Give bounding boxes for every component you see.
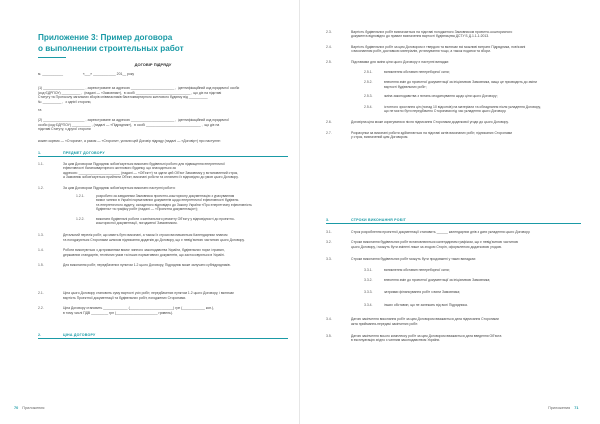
clause-line: Строки виконання будівельних робіт встановлюються календарним графіком, що є невід'ємною частиною: [351, 240, 519, 245]
clause-number: 1.1.: [38, 162, 44, 166]
clause-text: [351, 257, 581, 261]
clause-line: а Замовник зобов'язується прийняти Об'єкт, виконані роботи та оплатити їх відповідно до умов цього Договору.: [63, 175, 239, 180]
party-line: підставі Статуту, з другої сторони: [38, 127, 91, 131]
party-line: (1) ______________________ , зареєстроване за адресою _______________________ , ідентифікаційний код юридичної особи: [38, 86, 240, 90]
clause-number: 2.5.2.: [364, 80, 373, 85]
clause-line: адресою: ______________________ (надалі — «Об'єкт») та здати цей Об'єкт Замовнику у встановлений строк,: [63, 170, 239, 175]
clause-text: [351, 131, 581, 140]
clause-text: [351, 30, 581, 39]
clause-line: Розрахунки за виконані роботи здійснюються на підставі актів виконаних робіт, підписаних Сторонами: [351, 130, 513, 135]
clause-line: виникнення обставин непереборної сили;: [384, 70, 450, 74]
clause-line: цього Договору, і можуть бути змінені лише за згодою Сторін, оформленою додатковою угодою.: [351, 244, 503, 249]
clause-line: у строк, визначений цим Договором.: [351, 135, 409, 140]
clause-line: в експлуатацію згідно з чинним законодавством України.: [351, 338, 441, 343]
clause-text: [96, 194, 288, 212]
section-2-rule: [38, 338, 288, 339]
clause-line: Детальний перелік робіт, що мають бути виконані, а також їх строки визначаються Календарним планом: [63, 233, 228, 238]
title-line-2: о выполнении строительных работ: [38, 43, 184, 53]
clause-number: 2.5.: [326, 59, 332, 64]
clause-text: [351, 230, 581, 234]
clause-number: 2.6.: [326, 120, 332, 125]
page-title: [38, 33, 288, 54]
clause-line: вартість Проектної документації та будівельних робіт, погоджених Сторонами.: [63, 295, 187, 300]
clause-text: [63, 186, 288, 190]
clause-number: 1.2.1.: [76, 194, 85, 198]
right-page: [300, 0, 600, 424]
clause-number: 2.5.3.: [364, 94, 373, 99]
clause-text: [63, 291, 288, 300]
contract-place-date: м. ___________ «___» ____________ 201__ року: [38, 72, 135, 76]
party-line: (код ЄДРПОУ) __________ , (надалі — «Замовник»), в особі _____________________________ , що діє на підставі: [38, 91, 222, 95]
clause-line: Підставами для зміни ціни цього Договору є наступні випадки:: [351, 59, 450, 64]
clause-line: Строки виконання будівельних робіт можуть бути продовжені у таких випадках:: [351, 257, 477, 262]
clause-line: будівель» та графіку робіт (надалі — «Проектна документація»);: [96, 207, 198, 212]
page-number: 71: [574, 406, 579, 410]
party-line: Статуту та Протоколу загальних зборів співвласників багатоквартирного житлового будинку від __________: [38, 95, 208, 99]
clause-text: [384, 80, 581, 89]
clause-text: [351, 317, 581, 326]
clause-number: 3.2.: [326, 240, 332, 245]
clause-number: 1.2.2.: [76, 216, 85, 221]
section-number: 1.: [38, 151, 42, 155]
clause-number: 2.1.: [38, 291, 44, 296]
footer-right: [548, 406, 578, 410]
clause-line: з виконанням робіт, доставкою матеріалів, устаткування тощо, а також податки та збори.: [351, 49, 491, 54]
clause-number: 2.4.: [326, 44, 332, 49]
clause-line: зміна законодавства з питань оподаткування щодо ціни цього Договору;: [384, 94, 498, 99]
clause-line: державних стандартів, технічних умов та інших нормативних документів, що застосовуються в Україні.: [63, 252, 225, 257]
clause-line: акта приймання-передачі закінчених робіт.: [351, 321, 419, 326]
clause-number: 1.5.: [38, 263, 44, 267]
clause-number: 2.3.: [326, 30, 332, 34]
clause-line: Строк розроблення проектної документації становить ______ календарних днів з дати укладення цього Договору.: [351, 230, 531, 234]
party-line: особи (код ЄДРПОУ) __________ , (надалі — «Підрядник»), в особі _____________________________ , що діє на: [38, 123, 220, 127]
section-number: 3.: [326, 218, 330, 222]
clause-line: затримки фінансування робіт з вини Замовника;: [384, 290, 461, 295]
clause-number: 3.3.: [326, 257, 332, 262]
party-line: № __________ , з однієї сторони,: [38, 100, 92, 104]
clause-line: інших обставин, що не залежать від волі Підрядника.: [384, 302, 468, 307]
clause-text: [351, 45, 581, 54]
clause-text: [63, 233, 288, 242]
clause-text: [351, 60, 581, 64]
clause-number: 2.2.: [38, 306, 44, 311]
clause-line: Ціна Договору становить _____________ (_______________________) грн (____________ коп.),: [63, 306, 215, 311]
clause-number: 3.5.: [326, 334, 332, 338]
title-line-1: Приложение 3: Пример договора: [38, 33, 173, 42]
clause-text: [351, 240, 581, 249]
clause-line: Датою закінчення всього комплексу робіт за цим Договором вважається дата введення Об'єкта: [351, 334, 502, 338]
clause-number: 3.4.: [326, 317, 332, 322]
clause-line: Вартість будівельних робіт визначається на підставі погодженого Замовником проектно-кошторисного: [351, 30, 513, 34]
clause-text: [384, 70, 581, 74]
clause-line: внесення змін до проектної документації за ініціативою Замовника, якщо це призводить до зміни: [384, 80, 537, 85]
clause-number: 2.5.1.: [364, 70, 373, 74]
clause-line: внесення змін до проектної документації за ініціативою Замовника;: [384, 278, 491, 282]
clause-text: [96, 217, 288, 226]
clause-number: 3.3.4.: [364, 302, 373, 307]
section-title: ПРЕДМЕТ ДОГОВОРУ: [63, 151, 105, 155]
clause-line: Договірна ціна може коригуватися після підписання Сторонами додаткової угоди до цього Договору.: [351, 120, 509, 125]
clause-line: За цим Договором Підрядник зобов'язується виконати наступні роботи:: [63, 185, 176, 190]
contract-heading: ДОГОВІР ПІДРЯДУ: [134, 62, 172, 67]
clause-line: в тому числі ПДВ _________ грн (______________________ гривень).: [63, 310, 173, 315]
clause-line: вимог чинних в Україні нормативних документів щодо енергетичної ефективності будівель: [96, 198, 239, 203]
clause-line: кошторисної документації, погодженої Замовником.: [96, 221, 178, 225]
clause-number: 3.1.: [326, 230, 332, 234]
clause-text: [63, 248, 288, 257]
clause-number: 2.5.4.: [364, 104, 373, 109]
section-title: ЦІНА ДОГОВОРУ: [63, 333, 96, 337]
section-3-rule: [326, 223, 581, 224]
clause-line: що не могло бути передбачено Сторонами під час укладення цього Договору.: [384, 109, 507, 113]
clause-line: Датою закінчення виконання робіт за цим Договором вважається дата підписання Сторонами: [351, 317, 499, 322]
clause-line: документа відповідно до правил визначення вартості будівництва ДСТУ Б Д.1.1-1:2013.: [351, 34, 490, 39]
clause-line: Вартість будівельних робіт за цим Договором є твердою та включає всі можливі витрати Підрядника, пов'язані: [351, 44, 526, 49]
clause-number: 1.4.: [38, 248, 44, 253]
clause-line: та енергетичного аудиту, складеного відповідно до Закону України «Про енергетичну ефективність: [96, 202, 252, 207]
footer-left: [14, 406, 44, 410]
footer-label: Приложения: [548, 406, 571, 410]
clause-number: 3.3.2.: [364, 278, 373, 282]
clause-number: 3.3.1.: [364, 267, 373, 272]
clause-line: Ціна цього Договору становить суму вартості усіх робіт, передбачених пунктом 1.2 цього Договору, і включає: [63, 291, 235, 296]
clause-line: розробити за завданням Замовника проектно-кошторисну документацію з урахуванням: [96, 194, 235, 198]
footer-label: Приложения: [22, 406, 45, 410]
clause-text: [351, 334, 581, 343]
party-line: (2) ______________________ , зареєстроване за адресою _______________________ , ідентифікаційний код юридичної: [38, 118, 229, 122]
clause-text: [63, 162, 288, 180]
title-rule: [38, 57, 66, 58]
clause-line: виконати будівельні роботи з капітального ремонту Об'єкту у відповідності до проектно-: [96, 216, 235, 221]
section-number: 2.: [38, 333, 42, 337]
clause-text: [384, 105, 581, 114]
clause-number: 3.3.3.: [364, 290, 373, 295]
clause-number: 1.3.: [38, 233, 44, 238]
party-line: та: [38, 108, 42, 112]
clause-line: Для виконання робіт, передбачених пунктом 1.2 цього Договору, Підрядник може залучати субпідрядників.: [63, 263, 231, 267]
clause-line: виникнення обставин непереборної сили;: [384, 267, 450, 272]
clause-line: За цим Договором Підрядник зобов'язується виконати будівельні роботи для підвищення енергетичної: [63, 162, 225, 166]
clause-text: [63, 263, 288, 267]
clause-line: ефективності багатоквартирного житлового будинку, що знаходиться за: [63, 166, 176, 171]
page-number: 70: [14, 406, 19, 410]
clause-line: істотного зростання цін (понад 10 відсотків) на матеріали та обладнання після укладення Договору,: [384, 104, 541, 109]
clause-text: [384, 94, 581, 98]
clause-text: [351, 120, 581, 124]
clause-text: [384, 290, 581, 294]
clause-text: [384, 303, 581, 307]
clause-number: 1.2.: [38, 185, 44, 190]
section-title: СТРОКИ ВИКОНАННЯ РОБІТ: [351, 218, 407, 222]
clause-text: [384, 278, 581, 282]
section-1-rule: [38, 156, 288, 157]
party-line: кожен окремо — «Сторона», а разом — «Сторони», уклали цей Договір підряду (надалі — «Договір») про наступне:: [38, 139, 221, 143]
clause-number: 2.7.: [326, 130, 332, 135]
clause-line: та погоджуються Сторонами шляхом підписання додатків до Договору, що є невід'ємною частиною цього Договору.: [63, 237, 245, 242]
clause-line: вартості будівельних робіт;: [384, 84, 427, 89]
clause-text: [384, 268, 581, 272]
clause-line: Роботи виконуються з дотриманням вимог чинного законодавства України, будівельних норм і правил,: [63, 248, 225, 253]
clause-text: [63, 306, 288, 315]
